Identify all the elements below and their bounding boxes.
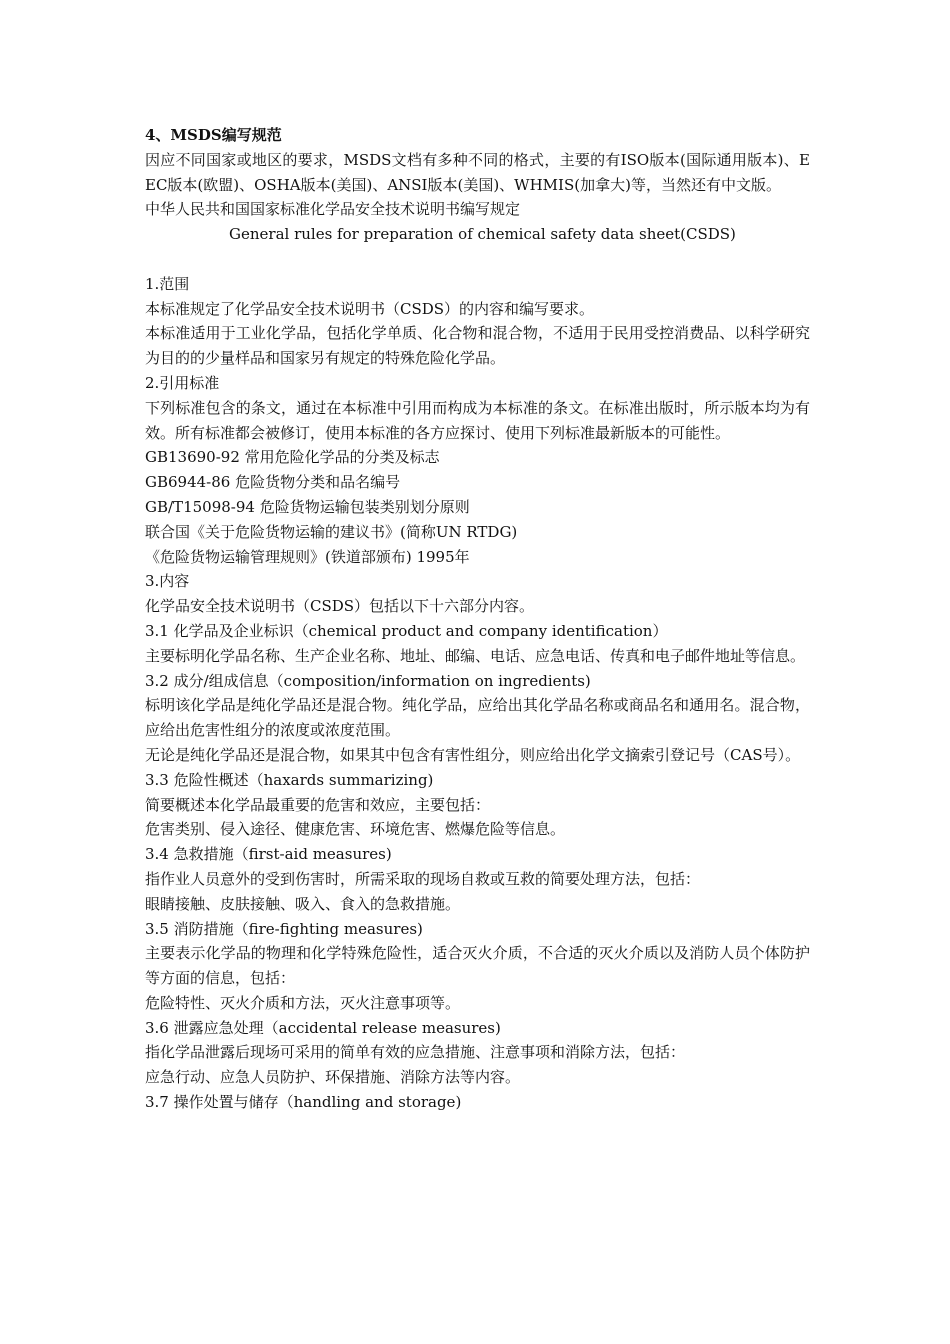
section-3-3-paragraph-2: 危害类别、侵入途径、健康危害、环境危害、燃爆危险等信息。	[145, 820, 566, 839]
reference-item: 《危险货物运输管理规则》(铁道部颁布) 1995年	[145, 547, 470, 566]
section-3-2-paragraph-1: 标明该化学品是纯化学品还是混合物。纯化学品，应给出其化学品名称或商品名和通用名。混合物，应给出危害性组分的浓度或浓度范围。	[145, 696, 810, 740]
section-heading: 4、MSDS编写规范	[145, 126, 282, 144]
reference-item: GB/T15098-94 危险货物运输包装类别划分原则	[145, 497, 470, 516]
section-3-paragraph-1: 化学品安全技术说明书（CSDS）包括以下十六部分内容。	[145, 597, 535, 616]
intro-paragraph: 因应不同国家或地区的要求，MSDS文档有多种不同的格式，主要的有ISO版本(国际通用版本)、EEC版本(欧盟)、OSHA版本(美国)、ANSI版本(美国)、WHMIS(加拿大)等，当然还有中文版。	[145, 150, 810, 194]
reference-item: GB6944-86 危险货物分类和品名编号	[145, 473, 401, 492]
section-3-4-paragraph-2: 眼睛接触、皮肤接触、吸入、食入的急救措施。	[145, 894, 461, 913]
blank-line	[145, 247, 810, 272]
section-3-4-paragraph-1: 指作业人员意外的受到伤害时，所需采取的现场自救或互救的简要处理方法，包括：	[145, 869, 701, 888]
section-2-paragraph-1: 下列标准包含的条文，通过在本标准中引用而构成为本标准的条文。在标准出版时，所示版本均为有效。所有标准都会被修订，使用本标准的各方应探讨、使用下列标准最新版本的可能性。	[145, 398, 810, 442]
section-3-5-paragraph-2: 危险特性、灭火介质和方法，灭火注意事项等。	[145, 993, 461, 1012]
section-3-1-paragraph-1: 主要标明化学品名称、生产企业名称、地址、邮编、电话、应急电话、传真和电子邮件地址等信息。	[145, 646, 806, 665]
section-3-5-title: 3.5 消防措施（fire-fighting measures)	[145, 919, 423, 938]
section-3-title: 3.内容	[145, 572, 190, 591]
section-3-6-paragraph-1: 指化学品泄露后现场可采用的简单有效的应急措施、注意事项和消除方法，包括：	[145, 1043, 686, 1062]
reference-item: GB13690-92 常用危险化学品的分类及标志	[145, 448, 440, 467]
standard-title-en: General rules for preparation of chemical safety data sheet(CSDS)	[229, 225, 736, 244]
section-3-3-paragraph-1: 简要概述本化学品最重要的危害和效应，主要包括：	[145, 795, 491, 814]
section-3-5-paragraph-1: 主要表示化学品的物理和化学特殊危险性，适合灭火介质，不合适的灭火介质以及消防人员个体防护等方面的信息，包括：	[145, 944, 810, 988]
standard-title-cn: 中华人民共和国国家标准化学品安全技术说明书编写规定	[145, 200, 521, 219]
section-3-2-paragraph-2: 无论是纯化学品还是混合物，如果其中包含有害性组分，则应给出化学文摘索引登记号（CAS号）。	[145, 745, 801, 764]
section-1-paragraph-1: 本标准规定了化学品安全技术说明书（CSDS）的内容和编写要求。	[145, 299, 595, 318]
document-body	[145, 123, 810, 1115]
section-3-6-title: 3.6 泄露应急处理（accidental release measures)	[145, 1018, 501, 1037]
section-3-2-title: 3.2 成分/组成信息（composition/information on ingredients)	[145, 671, 591, 690]
section-3-3-title: 3.3 危险性概述（haxards summarizing)	[145, 770, 434, 789]
section-3-7-title: 3.7 操作处置与储存（handling and storage)	[145, 1093, 462, 1112]
section-3-6-paragraph-2: 应急行动、应急人员防护、环保措施、消除方法等内容。	[145, 1068, 521, 1087]
section-3-1-title: 3.1 化学品及企业标识（chemical product and company identification）	[145, 621, 668, 640]
section-1-paragraph-2: 本标准适用于工业化学品，包括化学单质、化合物和混合物，不适用于民用受控消费品、以科学研究为目的的少量样品和国家另有规定的特殊危险化学品。	[145, 324, 810, 368]
section-2-title: 2.引用标准	[145, 373, 220, 392]
section-3-4-title: 3.4 急救措施（first-aid measures)	[145, 845, 392, 864]
section-1-title: 1.范围	[145, 274, 190, 293]
reference-item: 联合国《关于危险货物运输的建议书》(简称UN RTDG)	[145, 522, 518, 541]
